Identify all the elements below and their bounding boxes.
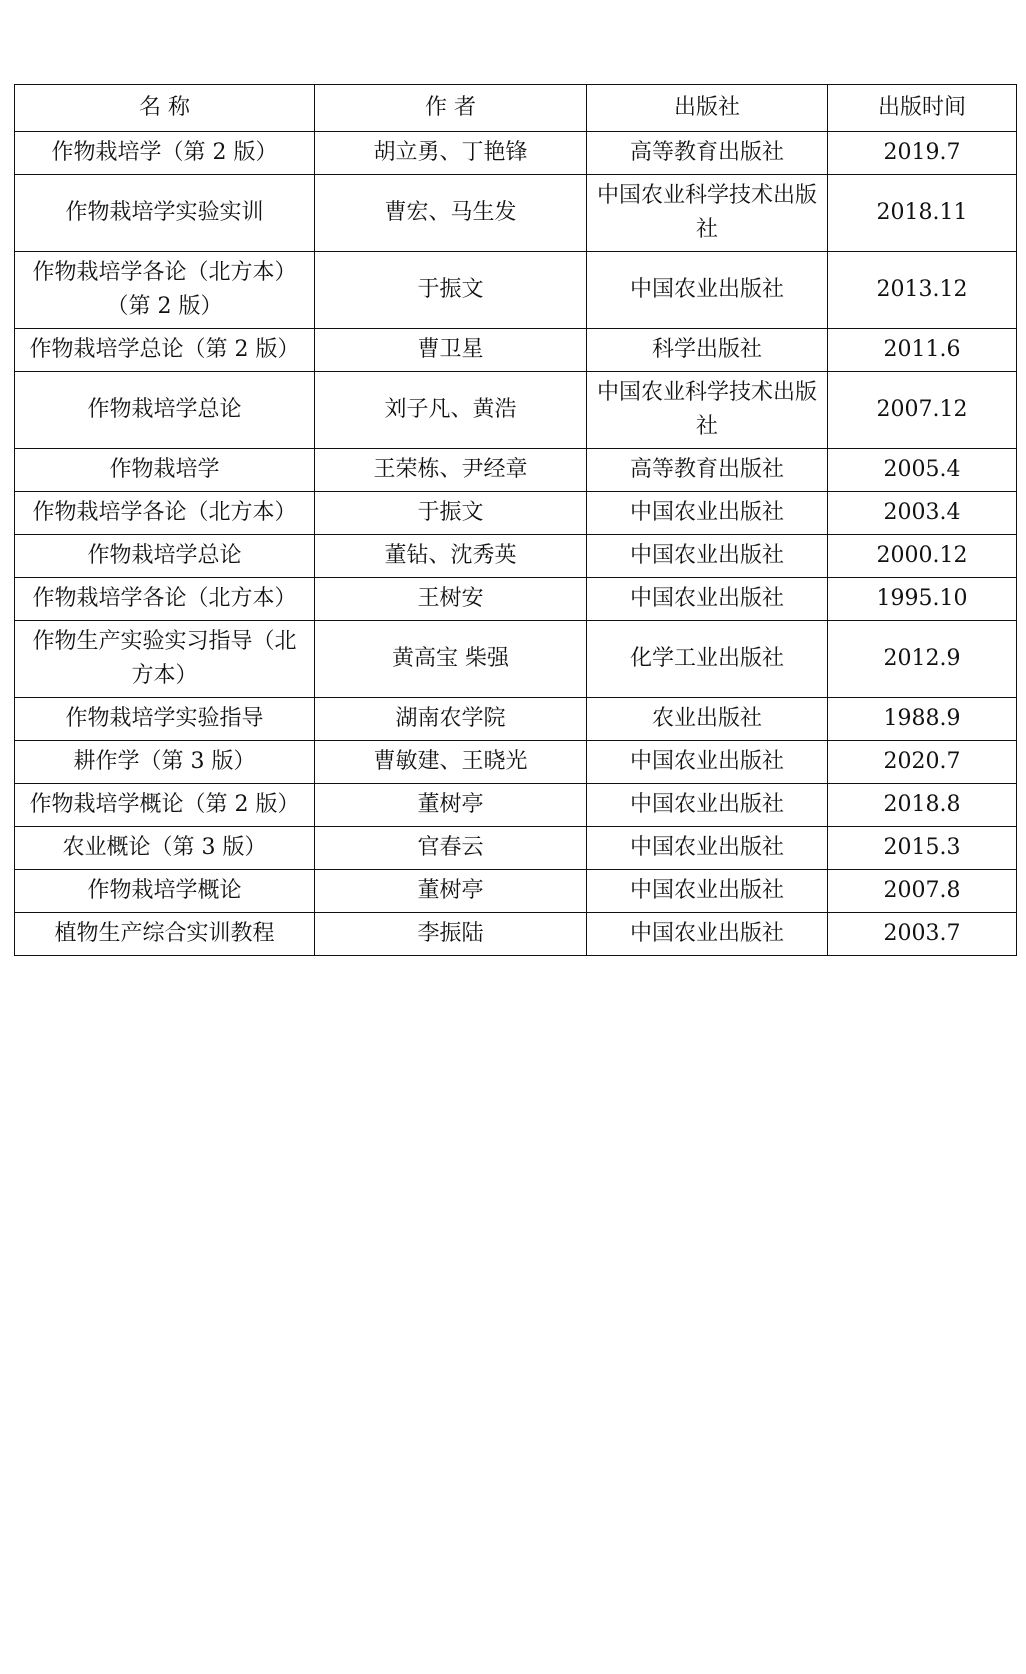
cell-title: 作物栽培学各论（北方本）（第 2 版） xyxy=(15,252,315,329)
cell-title: 作物栽培学实验实训 xyxy=(15,175,315,252)
table-row xyxy=(15,449,1017,492)
cell-publisher: 高等教育出版社 xyxy=(587,132,828,175)
cell-title: 作物生产实验实习指导（北方本） xyxy=(15,621,315,698)
cell-publisher: 中国农业出版社 xyxy=(587,741,828,784)
cell-publisher: 中国农业科学技术出版社 xyxy=(587,175,828,252)
cell-author: 胡立勇、丁艳锋 xyxy=(315,132,587,175)
header-publisher: 出版社 xyxy=(587,85,828,132)
cell-title: 作物栽培学总论 xyxy=(15,372,315,449)
cell-author: 于振文 xyxy=(315,492,587,535)
cell-publisher: 化学工业出版社 xyxy=(587,621,828,698)
cell-publish-date: 2018.8 xyxy=(828,784,1017,827)
cell-publisher: 高等教育出版社 xyxy=(587,449,828,492)
cell-title: 作物栽培学各论（北方本） xyxy=(15,492,315,535)
header-publish-date: 出版时间 xyxy=(828,85,1017,132)
cell-publish-date: 2007.12 xyxy=(828,372,1017,449)
cell-title: 作物栽培学总论（第 2 版） xyxy=(15,329,315,372)
table-row xyxy=(15,621,1017,698)
cell-title: 作物栽培学概论 xyxy=(15,870,315,913)
table-row xyxy=(15,252,1017,329)
cell-title: 耕作学（第 3 版） xyxy=(15,741,315,784)
cell-publish-date: 2015.3 xyxy=(828,827,1017,870)
cell-publisher: 中国农业出版社 xyxy=(587,827,828,870)
cell-author: 王荣栋、尹经章 xyxy=(315,449,587,492)
cell-publish-date: 1988.9 xyxy=(828,698,1017,741)
cell-author: 董树亭 xyxy=(315,870,587,913)
cell-author: 刘子凡、黄浩 xyxy=(315,372,587,449)
table-row xyxy=(15,784,1017,827)
cell-publish-date: 2018.11 xyxy=(828,175,1017,252)
cell-title: 作物栽培学实验指导 xyxy=(15,698,315,741)
cell-publish-date: 2000.12 xyxy=(828,535,1017,578)
cell-publisher: 农业出版社 xyxy=(587,698,828,741)
cell-publish-date: 2003.7 xyxy=(828,913,1017,956)
table-row xyxy=(15,492,1017,535)
table-row xyxy=(15,578,1017,621)
cell-publisher: 中国农业出版社 xyxy=(587,252,828,329)
cell-author: 于振文 xyxy=(315,252,587,329)
table-row xyxy=(15,372,1017,449)
cell-author: 董钻、沈秀英 xyxy=(315,535,587,578)
cell-title: 植物生产综合实训教程 xyxy=(15,913,315,956)
cell-publisher: 中国农业科学技术出版社 xyxy=(587,372,828,449)
cell-publish-date: 2003.4 xyxy=(828,492,1017,535)
cell-author: 王树安 xyxy=(315,578,587,621)
cell-publish-date: 2013.12 xyxy=(828,252,1017,329)
cell-publisher: 中国农业出版社 xyxy=(587,784,828,827)
cell-publish-date: 2019.7 xyxy=(828,132,1017,175)
cell-author: 湖南农学院 xyxy=(315,698,587,741)
cell-publish-date: 2005.4 xyxy=(828,449,1017,492)
cell-publisher: 中国农业出版社 xyxy=(587,578,828,621)
cell-publish-date: 2020.7 xyxy=(828,741,1017,784)
table-row xyxy=(15,329,1017,372)
cell-publish-date: 2007.8 xyxy=(828,870,1017,913)
cell-title: 农业概论（第 3 版） xyxy=(15,827,315,870)
header-title: 名 称 xyxy=(15,85,315,132)
cell-author: 黄高宝 柴强 xyxy=(315,621,587,698)
table-row xyxy=(15,132,1017,175)
cell-title: 作物栽培学总论 xyxy=(15,535,315,578)
cell-publisher: 中国农业出版社 xyxy=(587,913,828,956)
cell-publish-date: 2012.9 xyxy=(828,621,1017,698)
cell-publisher: 中国农业出版社 xyxy=(587,492,828,535)
table-row xyxy=(15,827,1017,870)
cell-author: 曹敏建、王晓光 xyxy=(315,741,587,784)
cell-title: 作物栽培学（第 2 版） xyxy=(15,132,315,175)
table-row xyxy=(15,741,1017,784)
table-row xyxy=(15,698,1017,741)
cell-author: 曹卫星 xyxy=(315,329,587,372)
table-row xyxy=(15,913,1017,956)
cell-publisher: 中国农业出版社 xyxy=(587,870,828,913)
header-author: 作 者 xyxy=(315,85,587,132)
cell-author: 董树亭 xyxy=(315,784,587,827)
cell-author: 官春云 xyxy=(315,827,587,870)
table-row xyxy=(15,175,1017,252)
textbook-table xyxy=(14,84,1017,956)
cell-author: 曹宏、马生发 xyxy=(315,175,587,252)
cell-title: 作物栽培学概论（第 2 版） xyxy=(15,784,315,827)
cell-publisher: 中国农业出版社 xyxy=(587,535,828,578)
cell-publish-date: 2011.6 xyxy=(828,329,1017,372)
cell-title: 作物栽培学各论（北方本） xyxy=(15,578,315,621)
cell-title: 作物栽培学 xyxy=(15,449,315,492)
cell-publisher: 科学出版社 xyxy=(587,329,828,372)
cell-author: 李振陆 xyxy=(315,913,587,956)
table-row xyxy=(15,535,1017,578)
table-row xyxy=(15,870,1017,913)
cell-publish-date: 1995.10 xyxy=(828,578,1017,621)
table-header-row xyxy=(15,85,1017,132)
